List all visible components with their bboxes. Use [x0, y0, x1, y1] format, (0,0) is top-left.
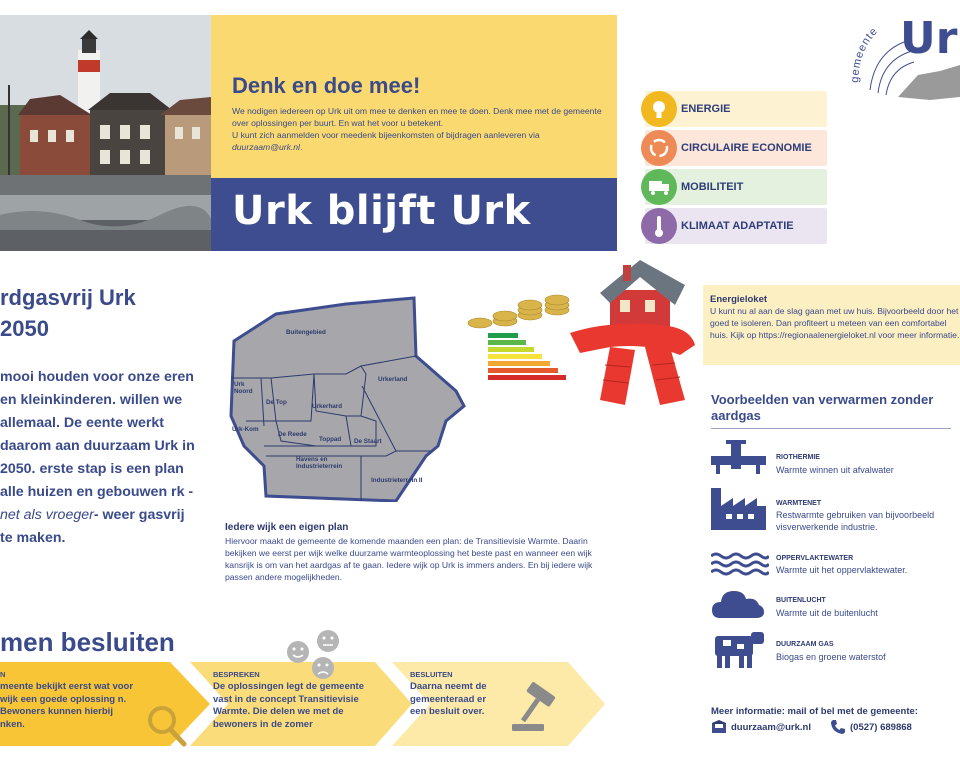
main-title: Urk blijft Urk [232, 188, 531, 234]
map-label: De Top [266, 399, 287, 406]
section-title-aardgasvrij [0, 282, 136, 344]
wijken-map [226, 296, 471, 502]
item-heading: WARMTENET [776, 500, 822, 507]
step3-text: Daarna neemt de gemeenteraad er een besluit over. [410, 681, 487, 717]
step1-text: meente bekijkt eerst wat voor wijk een goede oplossing n. Bewoners kunnen hierbij nken. [0, 681, 134, 730]
lightbulb-icon [641, 91, 677, 127]
step2-text: De oplossingen legt de gemeente vast in de concept Transitievisie Warmte. Die delen we met de bewoners in de zomer [213, 681, 364, 730]
map-label: Industrieterrein II [371, 477, 423, 484]
theme-label: CIRCULAIRE ECONOMIE [681, 142, 812, 154]
title-line2: 2050 [0, 316, 49, 341]
contact-phone[interactable]: (0527) 689868 [850, 722, 912, 733]
lighthouse-illustration [0, 15, 211, 251]
intro-title: Denk en doe mee! [232, 73, 421, 98]
urk-harbour-photo [0, 15, 211, 251]
gavel-icon [508, 682, 570, 734]
intro-text [232, 105, 612, 153]
divider [711, 428, 951, 429]
body-part2: - weer gasvrij te maken. [0, 507, 185, 546]
mail-icon [712, 720, 726, 733]
intro-dot: . [299, 142, 303, 152]
theme-circulaire-economie [645, 130, 827, 166]
theme-klimaat-adaptatie [645, 208, 827, 244]
contact-intro: Meer informatie: mail of bel met de gemeente: [711, 706, 918, 717]
step3-heading: BESLUITEN [410, 670, 453, 679]
magnifier-icon [145, 703, 187, 747]
energieloket-box [703, 285, 960, 365]
svg-text:gemeente [849, 25, 880, 83]
item-heading: DUURZAAM GAS [776, 641, 834, 648]
theme-label: ENERGIE [681, 103, 731, 115]
map-label: De Reede [278, 431, 307, 438]
besluiten-title: men besluiten [0, 627, 175, 657]
waves-icon [711, 552, 769, 576]
intro-line2: U kunt zich aanmelden voor meedenk bijeenkomsten of bijdragen aanleveren via [232, 130, 540, 140]
theme-label: MOBILITEIT [681, 181, 744, 193]
item-text: Warmte uit het oppervlaktewater. [776, 565, 908, 575]
recycle-icon [641, 130, 677, 166]
thermometer-icon [641, 208, 677, 244]
gemeente-urk-logo [840, 5, 960, 105]
body-part1: mooi houden voor onze eren en kleinkinderen. willen we allemaal. De eente werkt daarom aan duurzaam Urk in 2050. erste stap is een plan alle huizen en gebouwen rk - [0, 369, 195, 500]
title-line1: rdgasvrij Urk [0, 285, 136, 310]
item-heading: BUITENLUCHT [776, 597, 826, 604]
smiley-icons [285, 628, 345, 683]
item-heading: OPPERVLAKTEWATER [776, 555, 854, 562]
phone-icon [830, 719, 846, 735]
item-text: Warmte winnen uit afvalwater [776, 465, 894, 475]
factory-icon [711, 488, 766, 530]
plan-text: Hiervoor maakt de gemeente de komende maanden een plan: de Transitievisie Warmte. Daarin bekijken we eerst per wijk welke duurzame warmteoplossing het beste past en wanneer een wijk kansrijk is om van het aardgas af te gaan. Iedere wijk op Urk is immers anders. En bij iedere wijk passen andere mogelijkheden. [225, 536, 593, 582]
intro-email[interactable]: duurzaam@urk.nl [232, 142, 300, 152]
intro-box [211, 15, 617, 178]
intro-line1: We nodigen iedereen op Urk uit om mee te denken en mee te doen. Denk mee met de gemeente over oplossingen per buurt. En wat het voor u betekent. [232, 106, 602, 128]
theme-energie [645, 91, 827, 127]
voorbeelden-title: Voorbeelden van verwarmen zonder aardgas [711, 392, 934, 423]
step2-heading: BESPREKEN [213, 670, 260, 679]
logo-arc-text: gemeente [848, 25, 881, 84]
title-bar [211, 178, 617, 251]
plan-heading: Iedere wijk een eigen plan [225, 522, 349, 533]
item-heading: RIOTHERMIE [776, 454, 820, 461]
contact-email[interactable]: duurzaam@urk.nl [731, 722, 811, 733]
map-label: Urk-Kom [232, 426, 259, 433]
intro-body [0, 366, 200, 550]
body-emphasis: net als vroeger [0, 507, 94, 523]
map-label-urk-noord: Urk Noord [234, 381, 253, 395]
step1-heading: N [0, 670, 6, 679]
truck-icon [641, 169, 677, 205]
item-text: Restwarmte gebruiken van bijvoorbeeld visverwerkende industrie. [776, 510, 935, 532]
theme-mobiliteit [645, 169, 827, 205]
energieloket-text: U kunt nu al aan de slag gaan met uw huis. Bijvoorbeeld door het goed te isoleren. Dan profiteert u meteen van een comfortabel huis. Kijk op https://regionaalenergieloket.nl voor meer informatie. [710, 306, 960, 340]
insulated-house-illustration [460, 255, 705, 420]
map-label: Buitengebied [286, 329, 326, 336]
theme-label: KLIMAAT ADAPTATIE [681, 220, 794, 232]
item-text: Warmte uit de buitenlucht [776, 608, 878, 618]
map-label: De Staart [354, 438, 382, 445]
cloud-icon [712, 588, 764, 618]
item-text: Biogas en groene waterstof [776, 652, 886, 662]
map-label-havens: Havens en Industrieterrein [296, 456, 343, 470]
map-label: Toppad [319, 436, 342, 443]
pipe-icon [711, 436, 766, 476]
map-label: Urkerhard [312, 403, 343, 410]
map-label: Urkerland [378, 376, 408, 383]
logo-letters: Ur [900, 13, 958, 64]
cow-icon [711, 630, 766, 668]
energieloket-heading: Energieloket [710, 294, 768, 305]
